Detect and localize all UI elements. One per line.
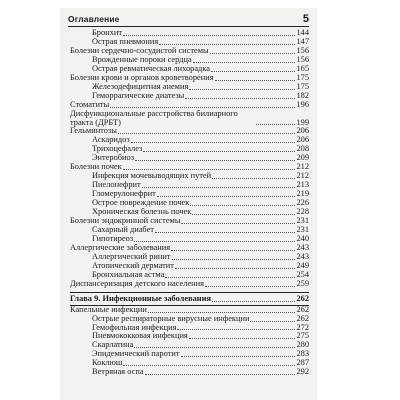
toc-entry-label: Хроническая болезнь почек [92, 207, 192, 217]
dot-leader [211, 71, 295, 72]
dot-leader [118, 133, 296, 134]
dot-leader [134, 347, 295, 348]
toc-entry-page-number: 249 [296, 260, 309, 270]
dot-leader [155, 232, 295, 233]
toc-entry-label: Острое повреждение почек [92, 198, 190, 208]
toc-entry-page-number: 196 [296, 99, 309, 109]
dot-leader [135, 160, 295, 161]
toc-entry-page-number: 219 [296, 189, 309, 199]
dot-leader [172, 259, 296, 260]
dot-leader [215, 80, 296, 81]
toc-entry-page-number: 156 [296, 54, 309, 64]
dot-leader [145, 374, 296, 375]
dot-leader [181, 356, 296, 357]
dot-leader [177, 329, 295, 330]
toc-entry-label: Глава 9. Инфекционные заболевания [70, 293, 211, 303]
toc-entry-page-number: 259 [296, 278, 309, 288]
toc-subsection-entry [70, 368, 309, 377]
dot-leader [123, 35, 295, 36]
toc-entry-page-number: 231 [296, 216, 309, 226]
dot-leader [148, 312, 296, 313]
toc-entry-label: Аскаридоз [92, 135, 130, 145]
dot-leader [212, 301, 295, 302]
toc-entry-page-number: 147 [296, 36, 309, 46]
toc-entry-page-number: 209 [296, 153, 309, 163]
toc-entry-page-number: 243 [296, 242, 309, 252]
toc-entry-page-number: 243 [296, 251, 309, 261]
toc-entry-label: Коклюш [92, 358, 123, 368]
toc-entry-page-number: 213 [296, 180, 309, 190]
toc-entry-label: Трихоцефалез [92, 144, 143, 154]
toc-entry-label: Болезни крови и органов кроветворения [70, 72, 214, 82]
toc-entry-label: Гемофильная инфекция [92, 322, 177, 332]
dot-leader [256, 124, 295, 125]
dot-leader [134, 241, 295, 242]
dot-leader [250, 321, 295, 322]
toc-entry-label: Диспансеризация детского населения [70, 278, 204, 288]
toc-entry-label: Железодефицитная анемия [92, 81, 189, 91]
toc-entry-label: Острая ревматическая лихорадка [92, 63, 210, 73]
toc-entry-label: Атопический дерматит [92, 260, 174, 270]
toc-entry-page-number: 231 [296, 224, 309, 234]
toc-entry-label: Энтеробиоз [92, 153, 135, 163]
toc-entry-page-number: 199 [296, 117, 309, 127]
page-header [68, 8, 309, 27]
dot-leader [185, 98, 295, 99]
dot-leader [143, 151, 295, 152]
toc-entry-label: Болезни эндокринной системы [70, 216, 181, 226]
toc-entry-page-number: 206 [296, 135, 309, 145]
toc-entry-label: Аллергические заболевания [70, 242, 171, 252]
toc-section-entry [70, 280, 309, 289]
toc-entry-page-number: 175 [296, 72, 309, 82]
toc-entry-label: Пиелонефрит [92, 180, 141, 190]
toc-entry-page-number: 228 [296, 207, 309, 217]
toc-entry-label: Сахарный диабет [92, 224, 154, 234]
dot-leader [131, 142, 296, 143]
toc-entry-label: Гипотиреоз [92, 233, 134, 243]
dot-leader [205, 286, 295, 287]
toc-entry-label: Пневмококковая инфекция [92, 331, 188, 341]
toc-entry-label: Скарлатина [92, 340, 134, 350]
toc-entry-label: Бронхиальная астма [92, 269, 165, 279]
dot-leader [189, 89, 295, 90]
header-page-number: 5 [302, 13, 309, 25]
dot-leader [123, 169, 296, 170]
toc-entry-label: Капельные инфекции [70, 304, 147, 314]
dot-leader [110, 107, 295, 108]
dot-leader [159, 44, 295, 45]
toc-entry-label: Эпидемический паротит [92, 349, 180, 359]
toc-entry-page-number: 165 [296, 63, 309, 73]
dot-leader [192, 214, 295, 215]
book-page [60, 8, 317, 400]
toc-entry-label: Гельминтозы [70, 126, 117, 136]
toc-chapter-heading [70, 292, 309, 306]
dot-leader [175, 268, 296, 269]
toc-entry-page-number: 262 [296, 293, 309, 303]
toc-entry-label: Инфекция мочевыводящих путей [92, 171, 212, 181]
toc-entry-page-number: 226 [296, 198, 309, 208]
toc-entry-label: Бронхит [92, 28, 122, 37]
toc-entry-page-number: 254 [296, 269, 309, 279]
toc-entry-label: Аллергический ринит [92, 251, 171, 261]
toc-entry-label: Острые респираторные вирусные инфекции [92, 313, 250, 323]
toc-entry-page-number: 262 [296, 304, 309, 314]
toc-entry-page-number: 175 [296, 81, 309, 91]
toc-entry-label: Болезни сердечно-сосудистой системы [70, 45, 209, 55]
toc-entry-label: Геморрагические диатезы [92, 90, 185, 100]
dot-leader [181, 223, 295, 224]
dot-leader [193, 62, 296, 63]
toc-entry-page-number: 212 [296, 171, 309, 181]
toc-entry-label: Стоматиты [70, 99, 110, 109]
toc-entry-page-number: 208 [296, 144, 309, 154]
table-of-contents [70, 29, 309, 377]
header-title: Оглавление [68, 14, 120, 24]
toc-entry-page-number: 272 [296, 322, 309, 332]
dot-leader [171, 250, 295, 251]
toc-entry-page-number: 212 [296, 162, 309, 172]
dot-leader [123, 365, 295, 366]
dot-leader [189, 338, 296, 339]
dot-leader [142, 187, 296, 188]
toc-entry-page-number: 182 [296, 90, 309, 100]
dot-leader [165, 277, 295, 278]
dot-leader [157, 196, 296, 197]
dot-leader [190, 205, 295, 206]
toc-entry-label: Врожденные пороки сердца [92, 54, 192, 64]
toc-entry-page-number: 240 [296, 233, 309, 243]
toc-entry-label: Ветряная оспа [92, 367, 144, 377]
toc-entry-page-number: 275 [296, 331, 309, 341]
toc-entry-page-number: 283 [296, 349, 309, 359]
toc-entry-page-number: 287 [296, 358, 309, 368]
toc-entry-page-number: 292 [296, 367, 309, 377]
toc-entry-label: Гломерулонефрит [92, 189, 156, 199]
toc-entry-label: Болезни почек [70, 162, 122, 172]
toc-entry-page-number: 262 [296, 313, 309, 323]
toc-entry-page-number: 206 [296, 126, 309, 136]
dot-leader [210, 53, 296, 54]
toc-entry-label: Дисфункциональные расстройства билиарного тракта (ДРБТ) [70, 108, 238, 127]
toc-section-entry [70, 110, 309, 128]
toc-entry-page-number: 156 [296, 45, 309, 55]
toc-entry-page-number: 144 [296, 28, 309, 37]
toc-entry-label: Острая пневмония [92, 36, 159, 46]
dot-leader [212, 178, 295, 179]
toc-entry-page-number: 280 [296, 340, 309, 350]
